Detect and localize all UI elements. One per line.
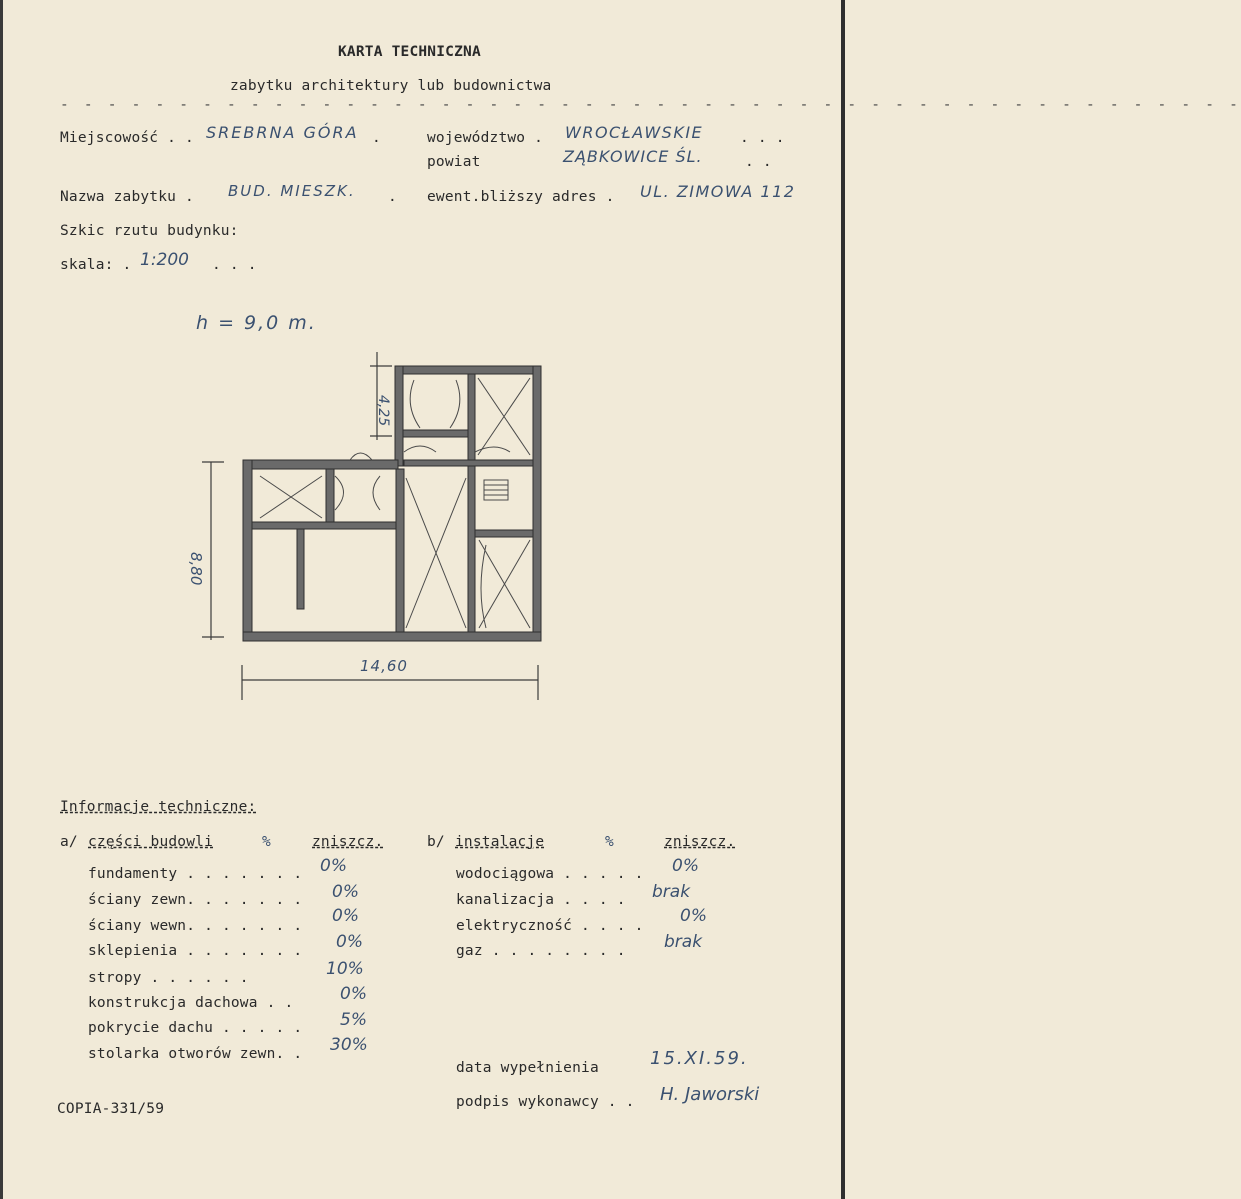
a-item-label: stolarka otworów zewn. .: [88, 1046, 303, 1062]
adres-value: UL. ZIMOWA 112: [640, 182, 796, 201]
a-item-value: 10%: [326, 959, 364, 979]
a-item-value: 0%: [340, 984, 367, 1004]
skala-dots: . . .: [212, 257, 257, 273]
adres-label: ewent.bliższy adres .: [427, 189, 615, 205]
copia-number: COPIA-331/59: [57, 1101, 165, 1117]
skala-value: 1:200: [140, 250, 189, 270]
wall-left: [243, 460, 252, 640]
wall-right: [533, 366, 541, 640]
wall-bottom: [243, 632, 541, 641]
page-title: KARTA TECHNICZNA: [338, 44, 481, 60]
wojewodztwo-dots: . . .: [740, 130, 785, 146]
wall-inner-v4: [468, 466, 475, 632]
a-item-label: sklepienia . . . . . . .: [88, 943, 303, 959]
podpis-label: podpis wykonawcy . .: [456, 1094, 635, 1110]
b-header-label: instalacje: [455, 834, 545, 850]
a-item-label: fundamenty . . . . . . .: [88, 866, 303, 882]
powiat-value: ZĄBKOWICE ŚL.: [563, 147, 703, 166]
wall-tower-top: [395, 366, 541, 374]
b-header-prefix: b/: [427, 834, 445, 850]
dashed-separator: - - - - - - - - - - - - - - - - - - - - - - - - - - - - - - - - - - - - - - - - - - - - - - - - - -: [60, 97, 1241, 113]
miejscowosc-value: SREBRNA GÓRA: [206, 123, 359, 142]
wall-inner-horizontal: [252, 522, 397, 529]
page-subtitle: zabytku architektury lub budownictwa: [230, 78, 552, 94]
b-item-label: elektryczność . . . .: [456, 918, 644, 934]
a-item-label: ściany wewn. . . . . . .: [88, 918, 303, 934]
a-header-label: części budowli: [88, 834, 214, 850]
miejscowosc-dots: .: [372, 130, 381, 146]
b-item-label: kanalizacja . . . .: [456, 892, 626, 908]
wall-top-left: [243, 460, 398, 469]
skala-label: skala: .: [60, 257, 132, 273]
a-item-label: stropy . . . . . .: [88, 970, 249, 986]
nazwa-label: Nazwa zabytku .: [60, 189, 194, 205]
a-item-value: 0%: [320, 856, 347, 876]
wall-inner-h2: [475, 530, 533, 537]
nazwa-dots: .: [388, 189, 397, 205]
a-header-end: zniszcz.: [312, 834, 384, 850]
miejscowosc-label: Miejscowość . .: [60, 130, 194, 146]
a-item-label: konstrukcja dachowa . .: [88, 995, 294, 1011]
a-header-pct: %: [262, 834, 271, 850]
powiat-label: powiat: [427, 154, 481, 170]
signature: H. Jaworski: [660, 1084, 760, 1105]
wall-tower-inner: [403, 430, 468, 437]
wojewodztwo-value: WROCŁAWSKIE: [565, 123, 704, 142]
a-item-label: ściany zewn. . . . . . .: [88, 892, 303, 908]
b-item-label: wodociągowa . . . . .: [456, 866, 644, 882]
wall-inner-v1: [326, 469, 334, 522]
a-item-value: 30%: [330, 1035, 368, 1055]
a-item-value: 0%: [336, 932, 363, 952]
dim-depth-label: 8,80: [187, 552, 205, 586]
wall-tower-left: [395, 366, 403, 466]
a-item-value: 0%: [332, 882, 359, 902]
powiat-dots: . .: [745, 154, 772, 170]
height-note: h = 9,0 m.: [196, 312, 317, 334]
a-header-prefix: a/: [60, 834, 78, 850]
a-item-label: pokrycie dachu . . . . .: [88, 1020, 303, 1036]
wall-inner-v3: [396, 469, 404, 632]
wall-inner-v2: [297, 529, 304, 609]
dim-tower-label: 4,25: [375, 395, 391, 427]
data-label: data wypełnienia: [456, 1060, 599, 1076]
technical-heading: Informacje techniczne:: [60, 799, 257, 815]
wall-top-right: [404, 460, 533, 466]
dim-width-label: 14,60: [360, 657, 408, 675]
b-item-value: brak: [652, 882, 691, 902]
b-item-value: brak: [664, 932, 703, 952]
b-item-label: gaz . . . . . . . .: [456, 943, 626, 959]
b-header-end: zniszcz.: [664, 834, 736, 850]
a-item-value: 5%: [340, 1010, 367, 1030]
b-item-value: 0%: [672, 856, 699, 876]
a-item-value: 0%: [332, 906, 359, 926]
b-header-pct: %: [605, 834, 614, 850]
b-item-value: 0%: [680, 906, 707, 926]
wall-tower-mid: [468, 374, 475, 466]
data-value: 15.XI.59.: [650, 1048, 749, 1069]
nazwa-value: BUD. MIESZK.: [228, 182, 356, 200]
szkic-label: Szkic rzutu budynku:: [60, 223, 239, 239]
wojewodztwo-label: województwo .: [427, 130, 544, 146]
